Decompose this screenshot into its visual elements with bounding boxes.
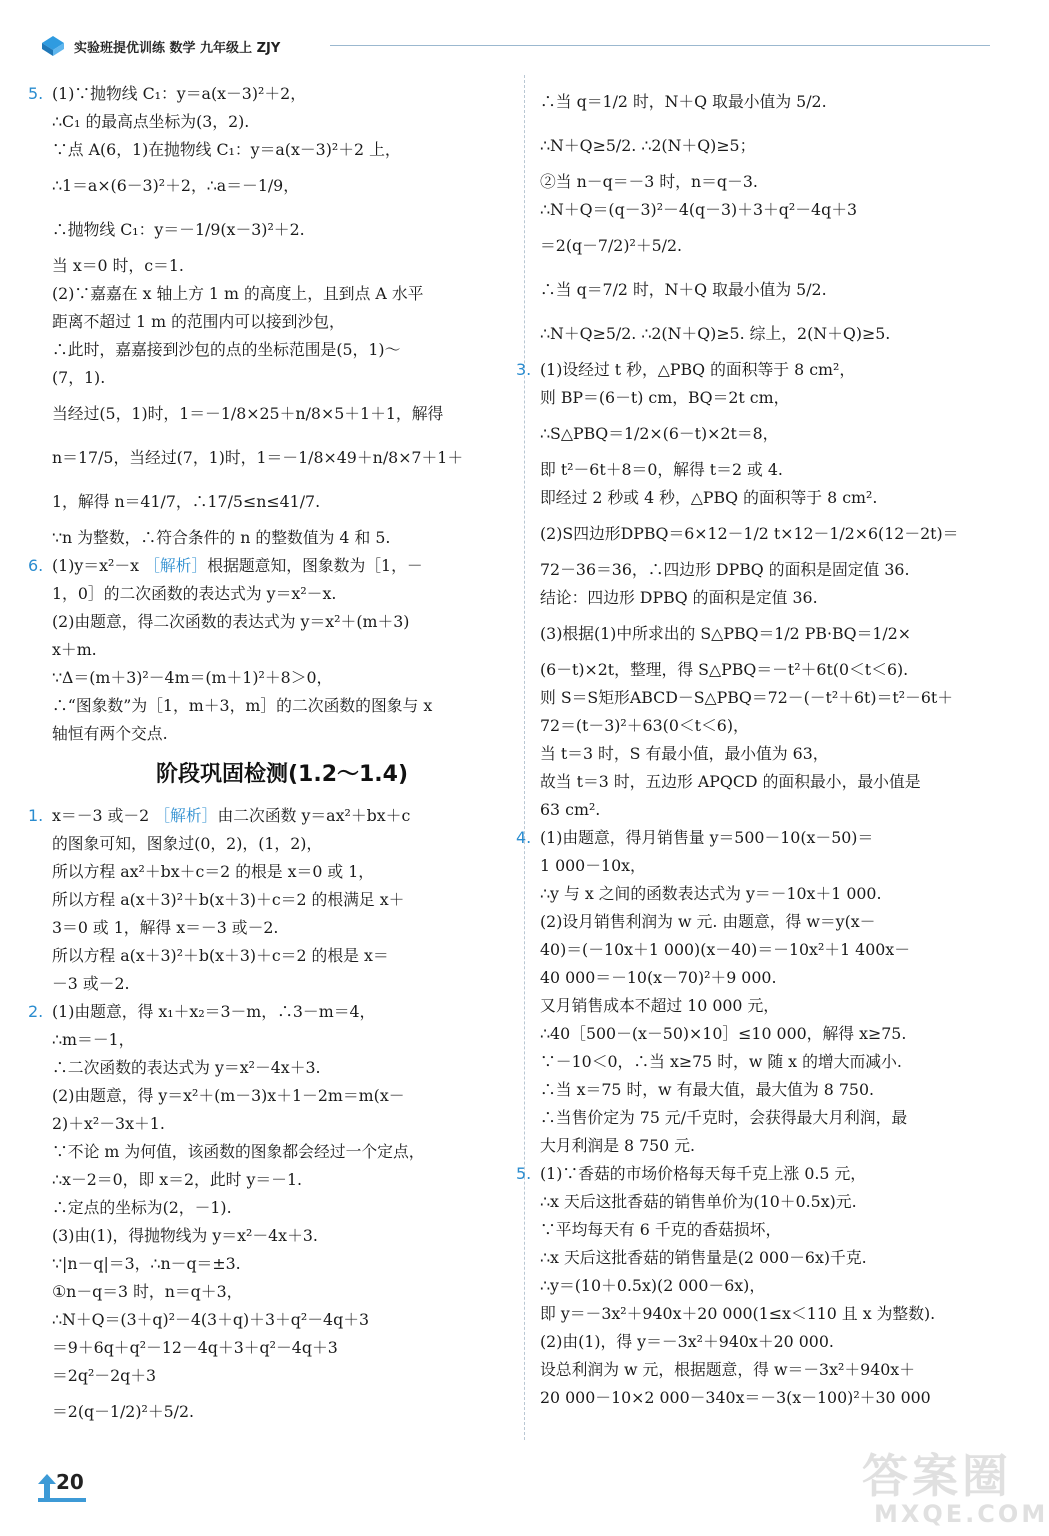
answer-line (540, 196, 998, 224)
answer-text: ∴m＝－1， (52, 1030, 135, 1049)
question-number: 2. (28, 1002, 44, 1021)
answer-line (52, 436, 512, 480)
answer-text: (1)∵抛物线 C₁：y＝a(x－3)²＋2， (52, 84, 306, 103)
answer-line (52, 858, 512, 886)
answer-text: 又月销售成本不超过 10 000 元， (540, 996, 780, 1015)
answer-line (52, 1138, 512, 1166)
answer-line (540, 908, 998, 936)
answer-text: 2)＋x²－3x＋1. (52, 1114, 165, 1133)
answer-text: ∴x 天后这批香菇的销售量是(2 000－6x)千克. (540, 1248, 867, 1267)
answer-text: ∵n 为整数，∴符合条件的 n 的整数值为 4 和 5. (52, 528, 391, 547)
answer-text: (2)设月销售利润为 w 元. 由题意，得 w＝y(x－ (540, 912, 876, 931)
answer-text: (1)y＝x²－x ［解析］根据题意知，图象数为［1，－ (52, 556, 423, 575)
answer-line (540, 456, 998, 484)
answer-text: ∴抛物线 C₁：y＝－1/9(x－3)²＋2. (52, 220, 305, 239)
answer-text: (7，1). (52, 368, 106, 387)
answer-line (52, 252, 512, 280)
answer-text: 20 000－10×2 000－340x＝－3(x－100)²＋30 000 (540, 1388, 931, 1407)
answer-text: 即 t²－6t＋8＝0，解得 t＝2 或 4. (540, 460, 783, 479)
answer-line (540, 712, 998, 740)
answer-line (540, 1132, 998, 1160)
answer-line (540, 768, 998, 796)
answer-line (28, 80, 512, 108)
answer-line (540, 312, 998, 356)
answer-text: 即经过 2 秒或 4 秒，△PBQ 的面积等于 8 cm². (540, 488, 878, 507)
answer-text: (2)由题意，得 y＝x²＋(m－3)x＋1－2m＝m(x－ (52, 1086, 405, 1105)
answer-text: ∴“图象数”为［1，m＋3，m］的二次函数的图象与 x (52, 696, 433, 715)
answer-line (516, 824, 998, 852)
answer-text: ∴N＋Q≥5/2. ∴2(N＋Q)≥5. 综上，2(N＋Q)≥5. (540, 324, 891, 343)
answer-text: (2)S四边形DPBQ＝6×12－1/2 t×12－1/2×6(12－2t)＝ (540, 524, 959, 543)
answer-text: ∴N＋Q＝(q－3)²－4(q－3)＋3＋q²－4q＋3 (540, 200, 858, 219)
answer-line (52, 1362, 512, 1390)
answer-text: ∴当 q＝7/2 时，N＋Q 取最小值为 5/2. (540, 280, 827, 299)
answer-text: 当 t＝3 时，S 有最小值，最小值为 63， (540, 744, 829, 763)
answer-line (52, 480, 512, 524)
answer-line (52, 1250, 512, 1278)
answer-line (52, 1334, 512, 1362)
answer-line (52, 280, 512, 308)
answer-text: 当经过(5，1)时，1＝－1/8×25＋n/8×5＋1＋1，解得 (52, 404, 444, 423)
answer-line (52, 1390, 512, 1434)
answer-line (540, 124, 998, 168)
answer-line (540, 1328, 998, 1356)
answer-line (516, 1160, 998, 1188)
answer-text: 所以方程 ax²＋bx＋c＝2 的根是 x＝0 或 1， (52, 862, 375, 881)
answer-line (540, 556, 998, 584)
answer-text: (2)由(1)，得 y＝－3x²＋940x＋20 000. (540, 1332, 834, 1351)
answer-line (540, 1076, 998, 1104)
answer-text: ∴40［500－(x－50)×10］≤10 000，解得 x≥75. (540, 1024, 907, 1043)
answer-line (540, 936, 998, 964)
answer-line (52, 164, 512, 208)
answer-text: 1，解得 n＝41/7，∴17/5≤n≤41/7. (52, 492, 321, 511)
answer-line (540, 992, 998, 1020)
answer-line (52, 720, 512, 748)
answer-line (52, 1222, 512, 1250)
answer-line (52, 1026, 512, 1054)
answer-line (28, 552, 512, 580)
answer-text: ∵－10＜0，∴当 x≥75 时，w 随 x 的增大而减小. (540, 1052, 902, 1071)
page-header (40, 34, 995, 58)
answer-line (540, 796, 998, 824)
answer-text: ∴二次函数的表达式为 y＝x²－4x＋3. (52, 1058, 321, 1077)
answer-text: x＝－3 或－2 ［解析］由二次函数 y＝ax²＋bx＋c (52, 806, 411, 825)
answer-line (540, 512, 998, 556)
answer-line (52, 608, 512, 636)
answer-text: 40)＝(－10x＋1 000)(x－40)＝－10x²＋1 400x－ (540, 940, 911, 959)
answer-line (52, 136, 512, 164)
answer-line (540, 1384, 998, 1412)
answer-line (52, 664, 512, 692)
answer-text: (1)由题意，得 x₁＋x₂＝3－m，∴3－m＝4， (52, 1002, 376, 1021)
answer-text: ∴S△PBQ＝1/2×(6－t)×2t＝8， (540, 424, 779, 443)
answer-text: ∴y 与 x 之间的函数表达式为 y＝－10x＋1 000. (540, 884, 882, 903)
answer-line (28, 998, 512, 1026)
answer-text: (1)由题意，得月销售量 y＝500－10(x－50)＝ (540, 828, 874, 847)
answer-line (540, 1048, 998, 1076)
answer-text: 72＝(t－3)²＋63(0＜t＜6)， (540, 716, 749, 735)
answer-text: 的图象可知，图象过(0，2)，(1，2)， (52, 834, 323, 853)
answer-line (540, 880, 998, 908)
column-divider (524, 75, 525, 1440)
answer-text: (6－t)×2t，整理，得 S△PBQ＝－t²＋6t(0＜t＜6). (540, 660, 909, 679)
answer-line (540, 1356, 998, 1384)
answer-line (540, 1244, 998, 1272)
answer-text: ∴y＝(10＋0.5x)(2 000－6x)， (540, 1276, 766, 1295)
answer-text: ②当 n－q＝－3 时，n＝q－3. (540, 172, 758, 191)
answer-text: ∴当 q＝1/2 时，N＋Q 取最小值为 5/2. (540, 92, 827, 111)
answer-line (52, 524, 512, 552)
answer-text: 所以方程 a(x＋3)²＋b(x＋3)＋c＝2 的根是 x＝ (52, 946, 389, 965)
answer-text: x＋m. (52, 640, 97, 659)
book-logo-icon (40, 34, 66, 58)
answer-text: ∴x－2＝0，即 x＝2，此时 y＝－1. (52, 1170, 303, 1189)
answer-text: 距离不超过 1 m 的范围内可以接到沙包， (52, 312, 345, 331)
answer-text: ∴N＋Q≥5/2. ∴2(N＋Q)≥5； (540, 136, 756, 155)
answer-line (52, 636, 512, 664)
answer-text: 1，0］的二次函数的表达式为 y＝x²－x. (52, 584, 337, 603)
question-number: 3. (516, 360, 532, 379)
answer-text: ∵点 A(6，1)在抛物线 C₁：y＝a(x－3)²＋2 上， (52, 140, 401, 159)
answer-text: ＝2q²－2q＋3 (52, 1366, 157, 1385)
footer-bar (38, 1498, 86, 1502)
answer-text: 40 000＝－10(x－70)²＋9 000. (540, 968, 777, 987)
answer-line (540, 584, 998, 612)
answer-text: ＝9＋6q＋q²－12－4q＋3＋q²－4q＋3 (52, 1338, 338, 1357)
answer-text: ∵平均每天有 6 千克的香菇损坏， (540, 1220, 782, 1239)
answer-text: ∵Δ＝(m＋3)²－4m＝(m＋1)²＋8＞0， (52, 668, 333, 687)
watermark-url: MXQE.COM (874, 1500, 1049, 1528)
answer-text: ∵不论 m 为何值，该函数的图象都会经过一个定点， (52, 1142, 425, 1161)
answer-line (540, 612, 998, 656)
question-number: 1. (28, 806, 44, 825)
answer-text: ∴当 x＝75 时，w 有最大值，最大值为 8 750. (540, 1080, 875, 1099)
answer-text: (3)根据(1)中所求出的 S△PBQ＝1/2 PB·BQ＝1/2× (540, 624, 912, 643)
answer-line (52, 1054, 512, 1082)
answer-text: 1 000－10x， (540, 856, 646, 875)
answer-text: 则 BP＝(6－t) cm，BQ＝2t cm， (540, 388, 790, 407)
answer-line (540, 484, 998, 512)
answer-line (540, 1300, 998, 1328)
answer-line (540, 684, 998, 712)
answer-line (52, 1110, 512, 1138)
answer-line (52, 580, 512, 608)
answer-line (540, 1104, 998, 1132)
question-number: 5. (516, 1164, 532, 1183)
answer-line (516, 356, 998, 384)
answer-line (540, 1272, 998, 1300)
answer-text: ∴定点的坐标为(2，－1). (52, 1198, 232, 1217)
header-title: 实验班提优训练 数学 九年级上 ZJY (74, 41, 281, 56)
answer-text: n＝17/5，当经过(7，1)时，1＝－1/8×49＋n/8×7＋1＋ (52, 448, 464, 467)
answer-line (52, 108, 512, 136)
header-rule (330, 45, 990, 46)
answer-line (52, 1278, 512, 1306)
answer-text: ∴C₁ 的最高点坐标为(3，2). (52, 112, 250, 131)
answer-text: 大月利润是 8 750 元. (540, 1136, 696, 1155)
answer-line (52, 308, 512, 336)
answer-line (540, 412, 998, 456)
answer-line (28, 802, 512, 830)
answer-text: 轴恒有两个交点. (52, 724, 168, 743)
left-column (28, 80, 512, 1434)
answer-text: ∴1＝a×(6－3)²＋2，∴a＝－1/9， (52, 176, 300, 195)
answer-line (540, 384, 998, 412)
answer-text: －3 或－2. (52, 974, 130, 993)
answer-line (540, 268, 998, 312)
section-heading: 阶段巩固检测(1.2～1.4) (155, 762, 409, 787)
answer-line (540, 80, 998, 124)
answer-line (52, 1082, 512, 1110)
answer-text: 3＝0 或 1，解得 x＝－3 或－2. (52, 918, 279, 937)
answer-line (52, 208, 512, 252)
answer-line (52, 364, 512, 392)
page-number: 20 (56, 1470, 84, 1494)
answer-line (52, 1166, 512, 1194)
answer-text: ＝2(q－7/2)²＋5/2. (540, 236, 683, 255)
answer-text: 设总利润为 w 元，根据题意，得 w＝－3x²＋940x＋ (540, 1360, 916, 1379)
answer-text: 所以方程 a(x＋3)²＋b(x＋3)＋c＝2 的根满足 x＋ (52, 890, 405, 909)
question-number: 4. (516, 828, 532, 847)
answer-line (52, 970, 512, 998)
answer-text: (1)设经过 t 秒，△PBQ 的面积等于 8 cm²， (540, 360, 856, 379)
answer-line (540, 964, 998, 992)
answer-text: (2)由题意，得二次函数的表达式为 y＝x²＋(m＋3) (52, 612, 410, 631)
answer-text: 故当 t＝3 时，五边形 APQCD 的面积最小，最小值是 (540, 772, 921, 791)
answer-line (52, 886, 512, 914)
answer-text: ∴当售价定为 75 元/千克时，会获得最大月利润，最 (540, 1108, 908, 1127)
answer-line (52, 942, 512, 970)
up-arrow-icon (38, 1474, 56, 1498)
answer-text: ①n－q＝3 时，n＝q＋3， (52, 1282, 243, 1301)
answer-text: 结论：四边形 DPBQ 的面积是定值 36. (540, 588, 818, 607)
answer-text: 72－36＝36，∴四边形 DPBQ 的面积是固定值 36. (540, 560, 910, 579)
answer-text: ∵|n－q|＝3，∴n－q＝±3. (52, 1254, 241, 1273)
answer-line (52, 1194, 512, 1222)
answer-text: ＝2(q－1/2)²＋5/2. (52, 1402, 195, 1421)
answer-text: 63 cm². (540, 800, 601, 819)
right-column (516, 80, 998, 1412)
answer-line (52, 392, 512, 436)
answer-text: 当 x＝0 时，c＝1. (52, 256, 184, 275)
answer-line (540, 656, 998, 684)
question-number: 5. (28, 84, 44, 103)
answer-text: 即 y＝－3x²＋940x＋20 000(1≤x＜110 且 x 为整数). (540, 1304, 936, 1323)
answer-text: (3)由(1)，得抛物线为 y＝x²－4x＋3. (52, 1226, 318, 1245)
answer-line (540, 1020, 998, 1048)
answer-line (52, 1306, 512, 1334)
answer-line (540, 224, 998, 268)
answer-line (52, 914, 512, 942)
answer-text: 则 S＝S矩形ABCD－S△PBQ＝72－(－t²＋6t)＝t²－6t＋ (540, 688, 954, 707)
answer-line (52, 336, 512, 364)
analysis-tag: ［解析］ (144, 556, 208, 575)
watermark-text: 答案圈 (862, 1449, 1012, 1503)
analysis-tag: ［解析］ (154, 806, 218, 825)
answer-text: ∴N＋Q＝(3＋q)²－4(3＋q)＋3＋q²－4q＋3 (52, 1310, 370, 1329)
answer-line (540, 168, 998, 196)
answer-line (52, 830, 512, 858)
answer-line (540, 852, 998, 880)
answer-text: (2)∵嘉嘉在 x 轴上方 1 m 的高度上，且到点 A 水平 (52, 284, 424, 303)
answer-line (540, 1216, 998, 1244)
watermark-logo (862, 1440, 1049, 1532)
answer-text: ∴此时，嘉嘉接到沙包的点的坐标范围是(5，1)～ (52, 340, 401, 359)
answer-line (540, 1188, 998, 1216)
answer-text: (1)∵香菇的市场价格每天每千克上涨 0.5 元， (540, 1164, 867, 1183)
answer-text: ∴x 天后这批香菇的销售单价为(10＋0.5x)元. (540, 1192, 857, 1211)
question-number: 6. (28, 556, 44, 575)
answer-line (52, 692, 512, 720)
answer-line (540, 740, 998, 768)
